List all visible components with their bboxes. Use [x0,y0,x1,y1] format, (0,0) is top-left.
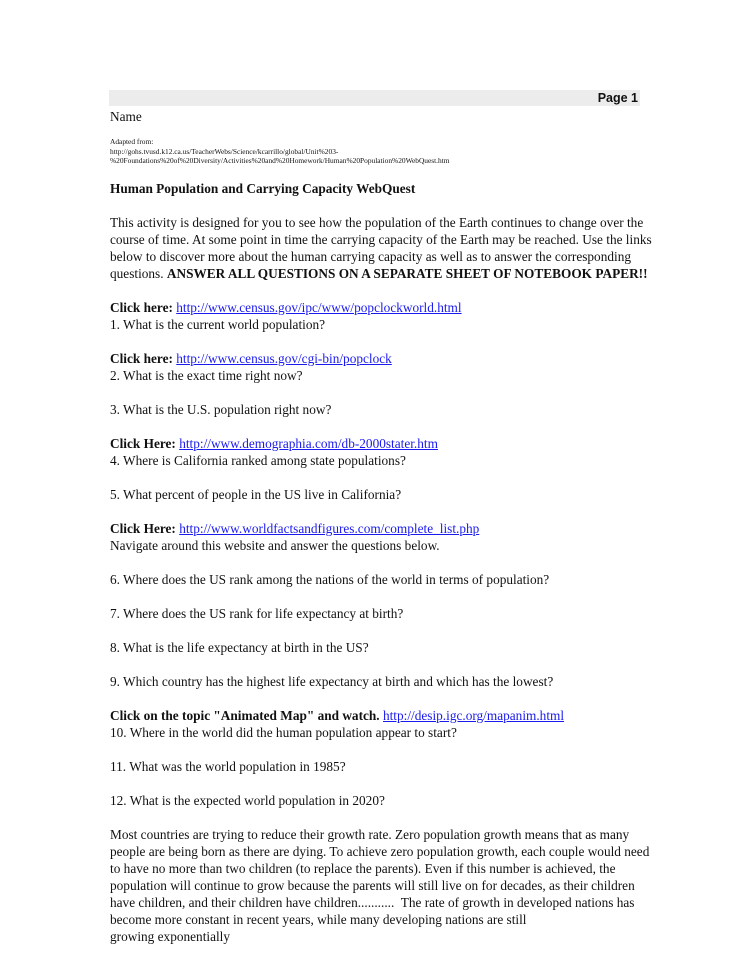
question-4: 4. Where is California ranked among state populations? [110,452,406,468]
click-here-label: Click here: [110,299,173,315]
intro-line: course of time. At some point in time the carrying capacity of the Earth may be reached. Use the links [110,231,652,247]
question-10: 10. Where in the world did the human population appear to start? [110,724,457,740]
section-4 [110,520,650,690]
closing-line: Most countries are trying to reduce their growth rate. Zero population growth means that as many [110,826,630,842]
intro-line: This activity is designed for you to see how the population of the Earth continues to change over the [110,214,644,230]
question-1: 1. What is the current world population? [110,316,326,332]
page-number: Page 1 [597,91,638,105]
question-12: 12. What is the expected world population in 2020? [110,792,385,808]
animated-map-label: Click on the topic "Animated Map" and watch. [110,707,380,723]
section-3 [110,435,650,503]
page-header-bar [109,90,640,106]
link-demographia[interactable]: http://www.demographia.com/db-2000stater.htm [179,435,438,451]
document-title: Human Population and Carrying Capacity WebQuest [110,180,416,196]
click-here-label: Click Here: [110,435,176,451]
question-6: 6. Where does the US rank among the nations of the world in terms of population? [110,571,550,587]
intro-paragraph [110,214,650,282]
click-here-label: Click Here: [110,520,176,536]
document-body [110,108,650,945]
section-note: Navigate around this website and answer the questions below. [110,537,440,553]
question-7: 7. Where does the US rank for life expectancy at birth? [110,605,404,621]
intro-instruction-bold: ANSWER ALL QUESTIONS ON A SEPARATE SHEET OF NOTEBOOK PAPER!! [166,265,648,281]
closing-line: become more constant in recent years, while many developing nations are still [110,911,527,927]
link-worldfactsandfigures[interactable]: http://www.worldfactsandfigures.com/complete_list.php [179,520,480,536]
link-popclock[interactable]: http://www.census.gov/cgi-bin/popclock [176,350,392,366]
link-popclockworld[interactable]: http://www.census.gov/ipc/www/popclockworld.html [176,299,462,315]
question-8: 8. What is the life expectancy at birth in the US? [110,639,369,655]
source-attribution [110,137,650,166]
closing-line: to have no more than two children (to replace the parents). Even if this number is achieved, the [110,860,616,876]
link-mapanim[interactable]: http://desip.igc.org/mapanim.html [382,707,565,723]
question-2: 2. What is the exact time right now? [110,367,303,383]
source-label: Adapted from: [110,137,154,146]
click-here-label: Click here: [110,350,173,366]
source-url-line-2: %20Foundations%20of%20Diversity/Activities%20and%20Homework/Human%20Population%20WebQuest.htm [110,156,450,165]
closing-line: growing exponentially [110,928,231,944]
question-3: 3. What is the U.S. population right now? [110,401,332,417]
intro-prefix: questions. [110,265,167,281]
section-2 [110,350,650,418]
source-url-line-1: http://gohs.tvusd.k12.ca.us/TeacherWebs/Science/kcarrillo/global/Unit%203- [110,146,339,156]
section-5 [110,707,650,809]
name-label: Name [110,109,142,124]
closing-line: have children, and their children have children........... The rate of growth in developed nations has [110,894,635,910]
intro-line: below to discover more about the human carrying capacity as well as to answer the corresponding [110,248,631,264]
question-11: 11. What was the world population in 1985? [110,758,346,774]
intro-line-last [110,265,650,282]
question-9: 9. Which country has the highest life expectancy at birth and which has the lowest? [110,673,554,689]
closing-line: people are being born as there are dying. To achieve zero population growth, each couple would need [110,843,650,859]
closing-line: population will continue to grow because the parents will still live on for decades, as their children [110,877,635,893]
question-5: 5. What percent of people in the US live in California? [110,486,402,502]
section-1 [110,299,650,333]
closing-paragraph [110,826,650,945]
